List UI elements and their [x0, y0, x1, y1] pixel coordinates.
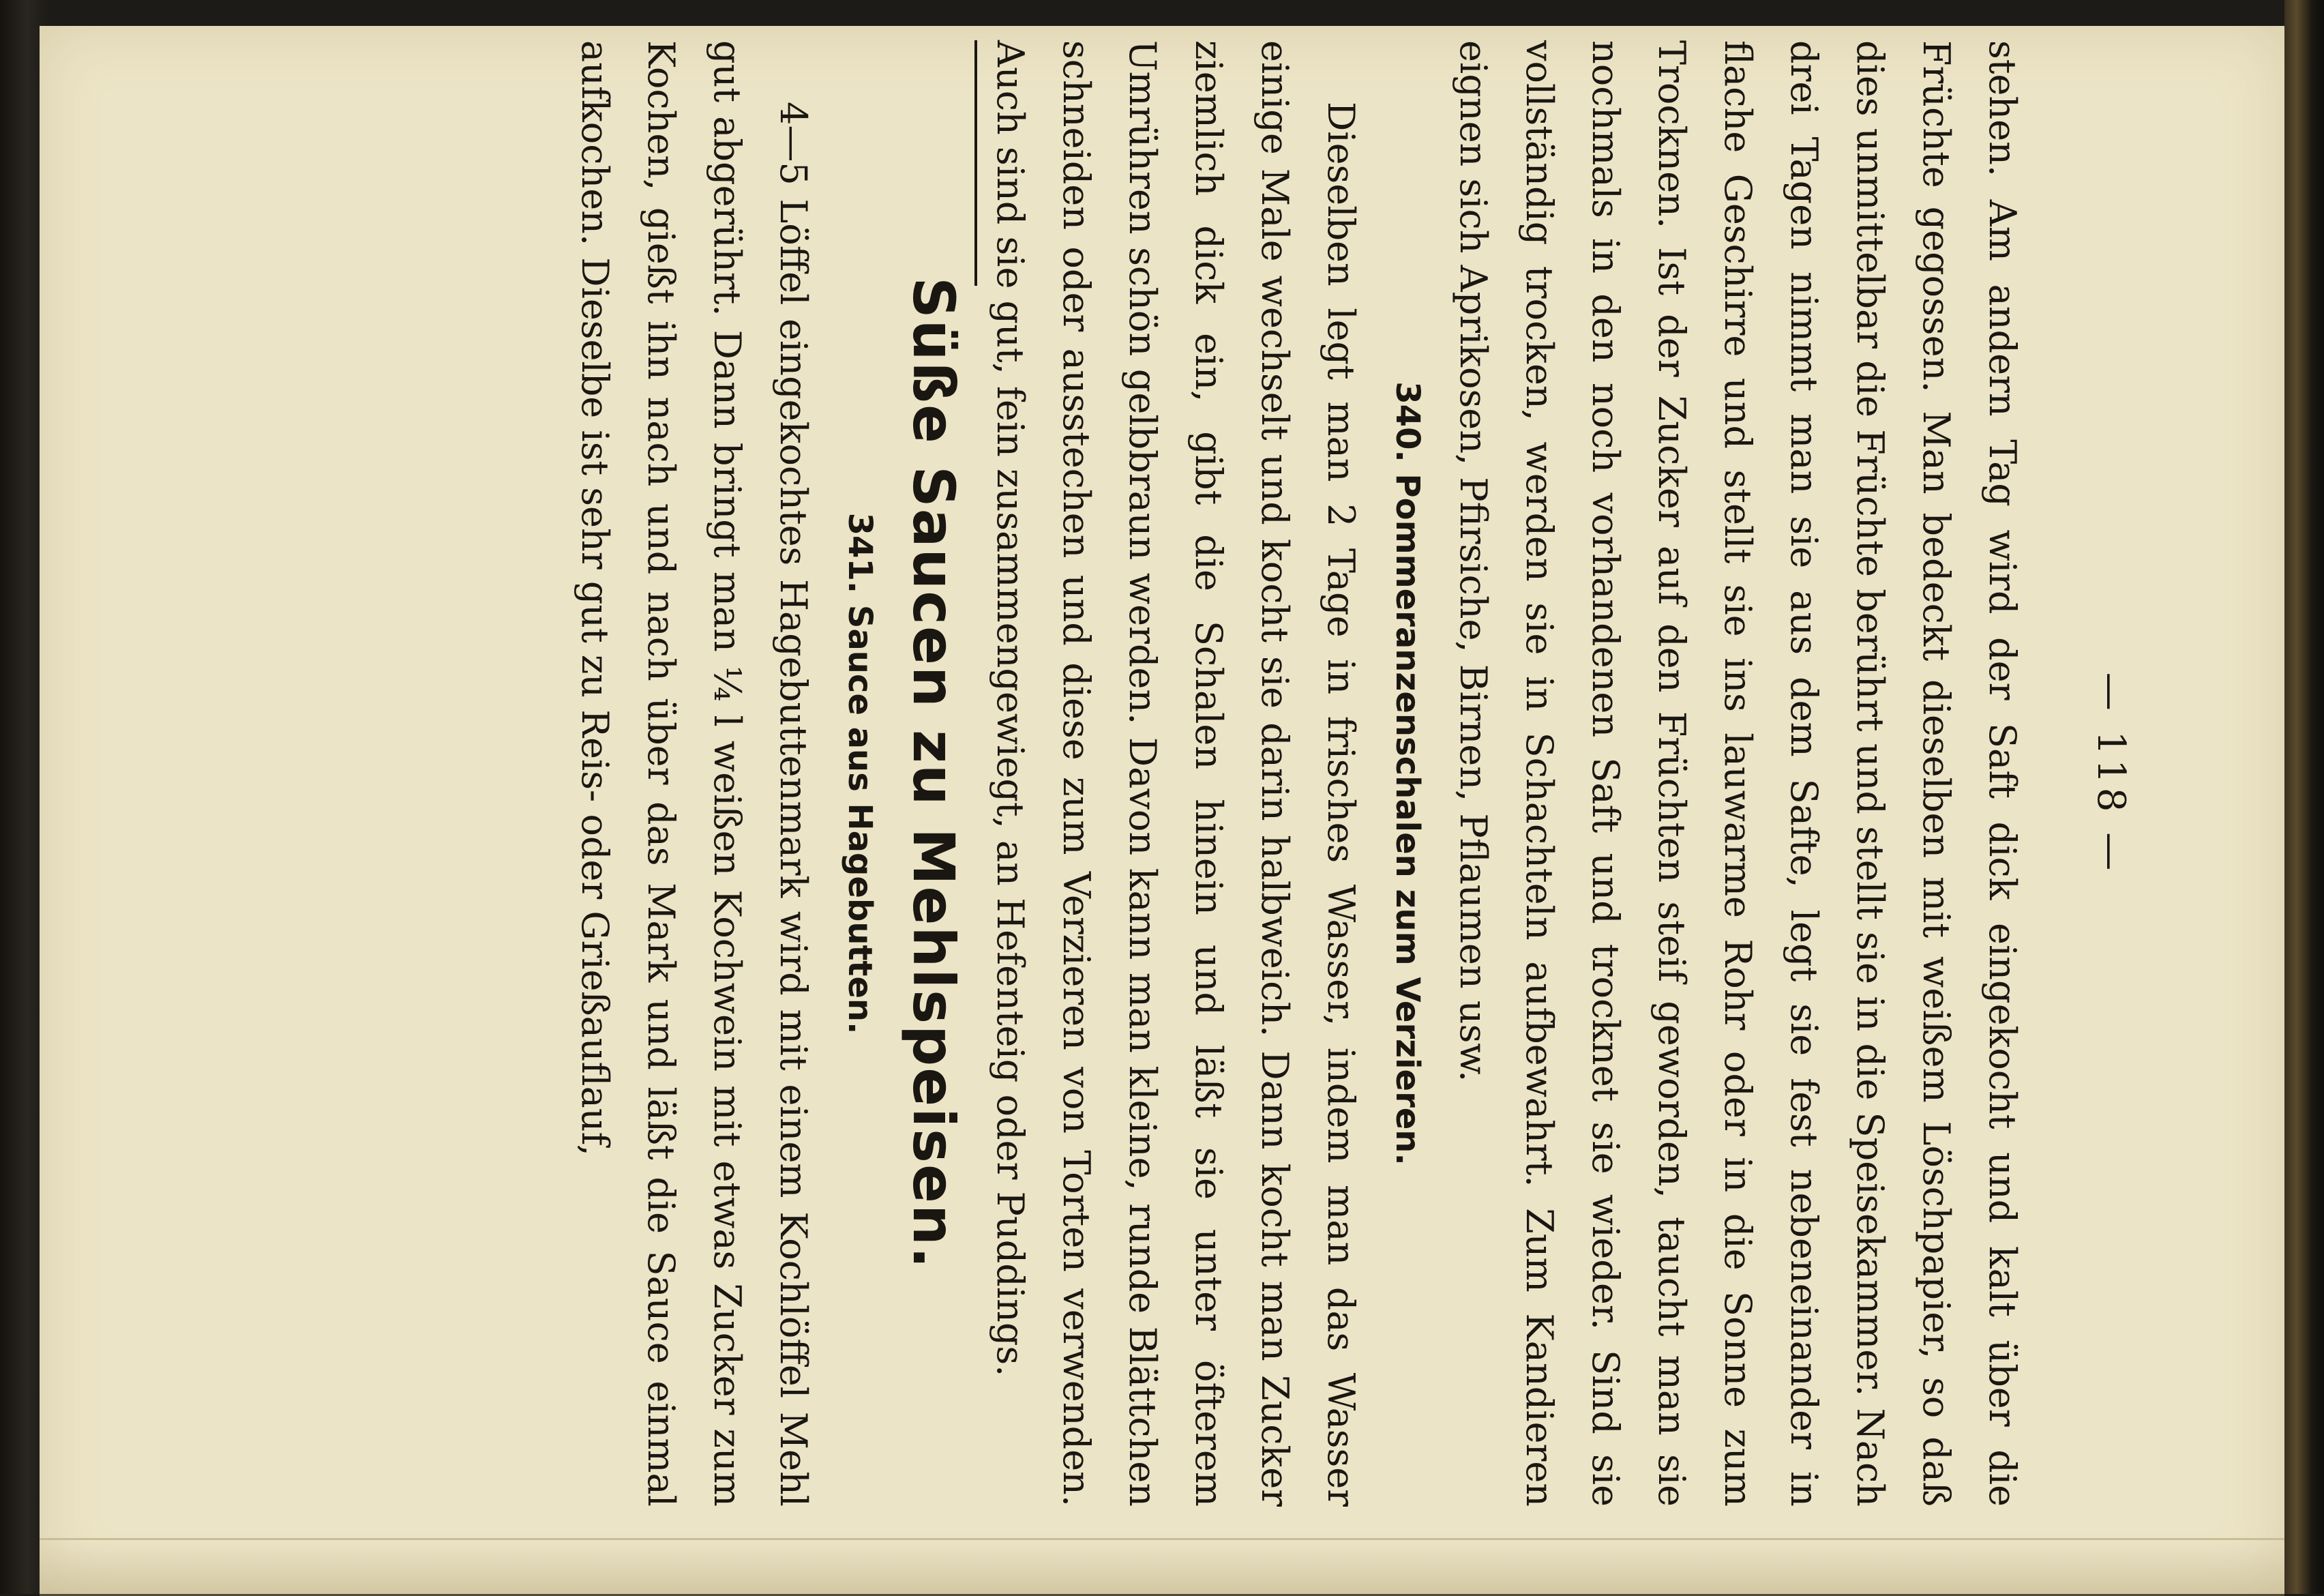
section-title: Süße Saucen zu Mehlspeisen.	[900, 277, 967, 1270]
page-body	[562, 40, 2036, 1507]
recipe-text-340: Dieselben legt man 2 Tage in frisches Wasser, indem man das Wasser einige Male wechselt und kocht sie darin halbweich. Dann kocht man Zucker ziemlich dick ein, gibt die Schalen hinein und läßt sie unter öfterem Umrühren schön gelbbraun werden. Davon kann man kleine, runde Blättchen schneiden oder ausstechen und diese zum Verzieren von Torten verwenden. Auch sind sie gut, fein zusammengewiegt, an Hefenteig oder Puddings.	[989, 40, 1362, 1507]
recipe-heading-341: 341. Sauce aus Hagebutten.	[841, 512, 879, 1035]
recipe-text-341: 4—5 Löffel eingekochtes Hagebuttenmark wird mit einem Kochlöffel Mehl gut abgerührt. Dann bringt man ¼ l weißen Kochwein mit etwas Zucker zum Kochen, gießt ihn nach und nach über das Mark und läßt die Sauce einmal aufkochen. Dieselbe ist sehr gut zu Reis- oder Grießauflauf,	[573, 40, 815, 1507]
running-head-page-number: — 118 —	[2089, 672, 2133, 875]
book-spine	[2284, 0, 2324, 1594]
page-content-rotated	[106, 40, 2151, 1507]
page-bottom-edge	[40, 1538, 2284, 1596]
recipe-heading-340: 340. Pommeranzenschalen zum Verzieren.	[1388, 381, 1427, 1166]
paragraph-continued: stehen. Am andern Tag wird der Saft dick eingekocht und kalt über die Früchte gegossen. Man bedeckt dieselben mit weißem Löschpapier, so daß dies unmittelbar die Früchte berührt und stellt sie in die Speisekammer. Nach drei Tagen nimmt man sie aus dem Safte, legt sie fest nebeneinander in flache Geschirre und stellt sie ins lauwarme Rohr oder in die Sonne zum Trocknen. Ist der Zucker auf den Früchten steif geworden, taucht man sie nochmals in den noch vorhandenen Saft und trocknet sie wieder. Sind sie vollständig trocken, werden sie in Schachteln aufbewahrt. Zum Kandieren eignen sich Aprikosen, Pfirsiche, Birnen, Pflaumen usw.	[1452, 40, 2024, 1507]
